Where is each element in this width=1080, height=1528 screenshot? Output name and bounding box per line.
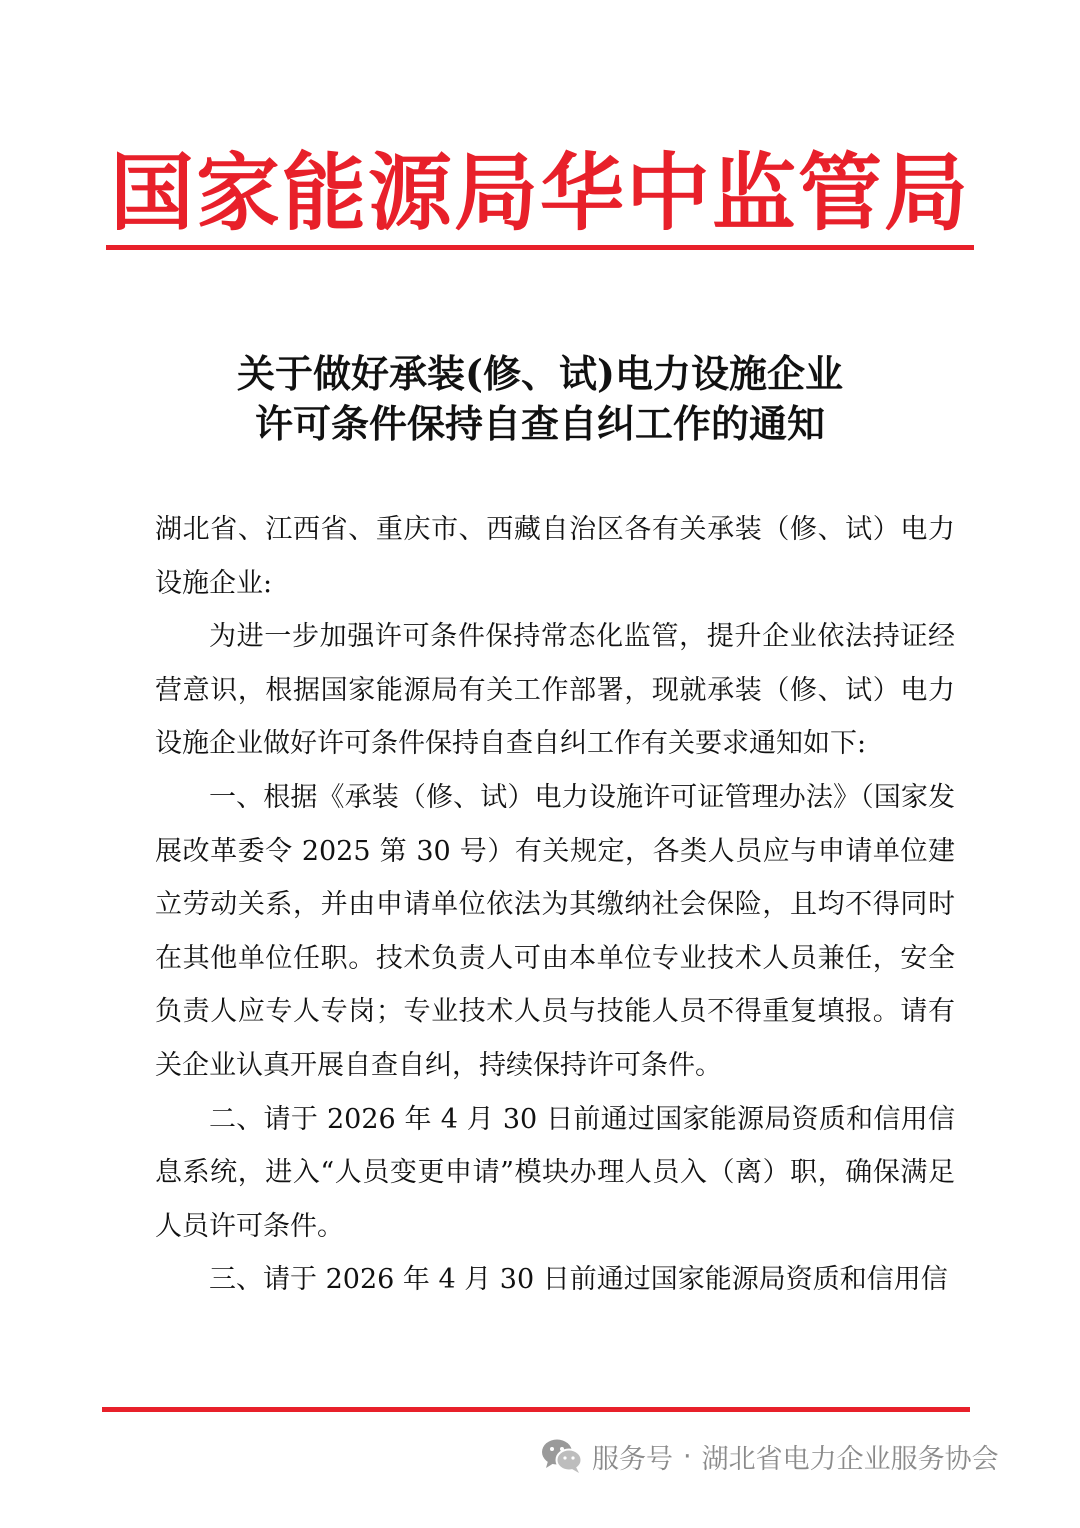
paragraph-item-2: 二、请于 2026 年 4 月 30 日前通过国家能源局资质和信用信息系统，进入“人员变更申请”模块办理人员入（离）职，确保满足人员许可条件。 xyxy=(155,1103,955,1242)
document-body xyxy=(155,503,955,1307)
wechat-icon xyxy=(540,1436,584,1476)
document-title-line-2: 许可条件保持自查自纠工作的通知 xyxy=(254,401,825,446)
paragraph-item-1: 一、根据《承装（修、试）电力设施许可证管理办法》（国家发展改革委令 2025 第 30 号）有关规定，各类人员应与申请单位建立劳动关系，并由申请单位依法为其缴纳社会保险，且均不得同时在其他单位任职。技术负责人可由本单位专业技术人员兼任，安全负责人应专人专岗；专业技术人员与技能人员不得重复填报。请有关企业认真开展自查自纠，持续保持许可条件。 xyxy=(155,781,955,1081)
service-label: 服务号 xyxy=(592,1443,673,1475)
red-divider-top xyxy=(106,245,974,250)
paragraph-item-3: 三、请于 2026 年 4 月 30 日前通过国家能源局资质和信用信 xyxy=(209,1264,948,1296)
salutation: 湖北省、江西省、重庆市、西藏自治区各有关承装（修、试）电力设施企业: xyxy=(155,514,955,599)
paragraph-intro: 为进一步加强许可条件保持常态化监管，提升企业依法持证经营意识，根据国家能源局有关工作部署，现就承装（修、试）电力设施企业做好许可条件保持自查自纠工作有关要求通知如下: xyxy=(155,621,955,760)
source-watermark xyxy=(540,1436,999,1476)
account-name: 湖北省电力企业服务协会 xyxy=(701,1443,999,1475)
separator-dot: · xyxy=(683,1440,692,1472)
issuer-masthead: 国家能源局华中监管局 xyxy=(109,144,970,242)
red-divider-bottom xyxy=(102,1407,970,1412)
document-title-line-1: 关于做好承装(修、试)电力设施企业 xyxy=(237,351,843,396)
